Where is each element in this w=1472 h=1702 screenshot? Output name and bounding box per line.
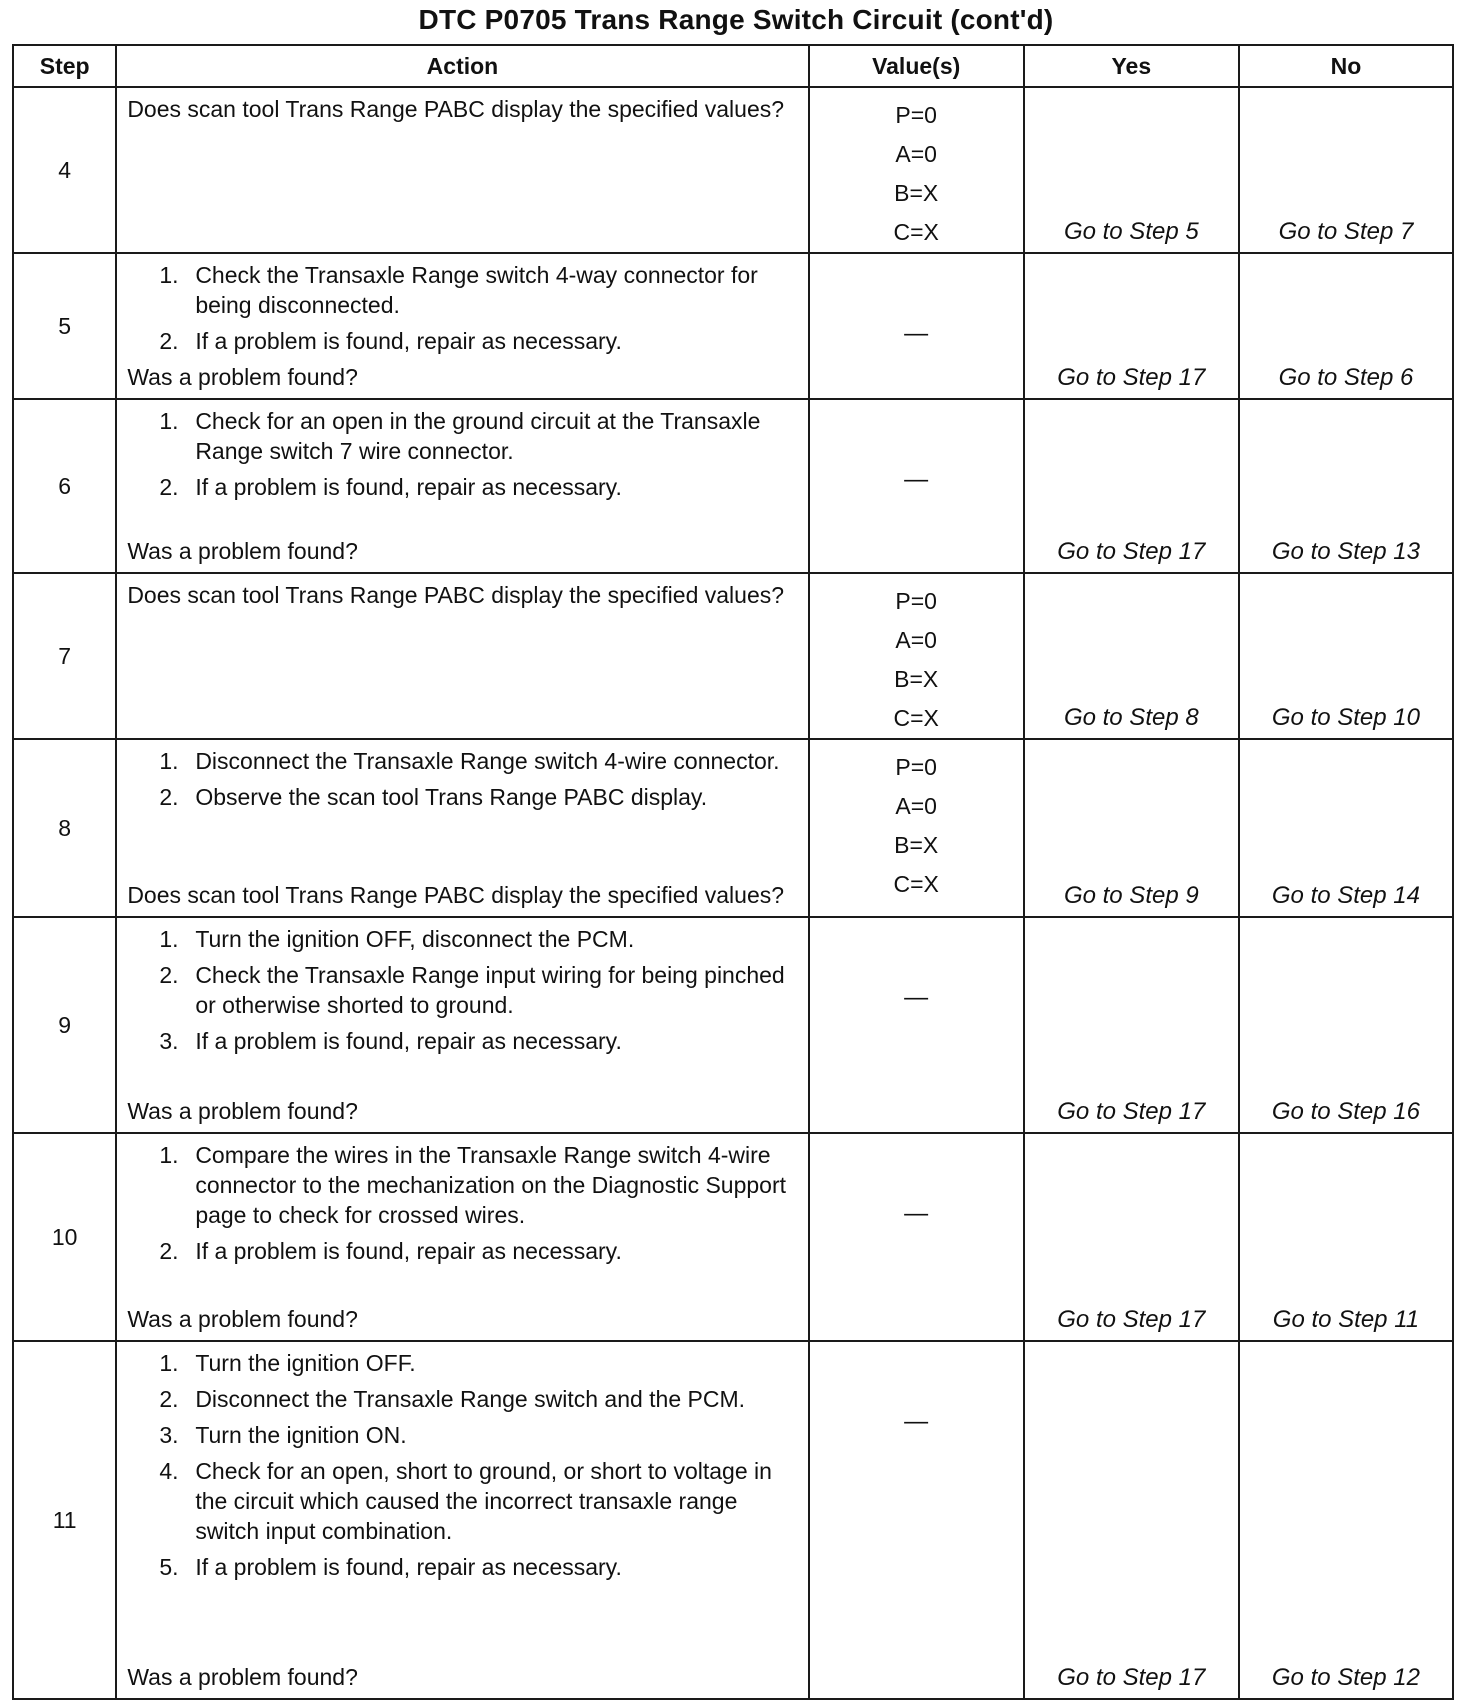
action-spacer [127, 1062, 799, 1096]
no-goto: Go to Step 16 [1239, 917, 1453, 1133]
value-entry: — [904, 984, 929, 1011]
action-question: Was a problem found? [127, 1306, 358, 1332]
action-spacer [127, 1272, 799, 1304]
action-content [127, 924, 799, 1126]
action-content [127, 1348, 799, 1692]
action-step-text: If a problem is found, repair as necessary. [195, 1238, 622, 1264]
values-cell [809, 87, 1024, 253]
action-step-number: 2. [159, 1238, 179, 1264]
diagnostic-table [12, 44, 1454, 1700]
value-entry: — [904, 1200, 929, 1227]
action-step-number: 1. [159, 1350, 179, 1376]
yes-goto: Go to Step 17 [1024, 399, 1239, 573]
header-yes: Yes [1024, 45, 1239, 87]
action-cell [116, 399, 808, 573]
action-step-item [159, 1026, 799, 1056]
action-step-item [159, 1456, 799, 1546]
action-step-text: If a problem is found, repair as necessary. [195, 328, 622, 354]
yes-goto: Go to Step 17 [1024, 1133, 1239, 1341]
action-step-number: 4. [159, 1458, 179, 1484]
value-entry: P=0 [895, 588, 937, 614]
table-row [13, 573, 1453, 739]
value-entry: — [904, 466, 929, 493]
action-question: Was a problem found? [127, 1664, 358, 1690]
action-cell [116, 1133, 808, 1341]
value-entry: A=0 [895, 141, 937, 167]
table-row [13, 87, 1453, 253]
action-cell [116, 253, 808, 399]
action-spacer [127, 818, 799, 880]
no-goto: Go to Step 12 [1239, 1341, 1453, 1699]
value-entry: C=X [893, 705, 939, 731]
action-cell [116, 87, 808, 253]
yes-goto: Go to Step 17 [1024, 917, 1239, 1133]
value-entry: B=X [894, 832, 939, 858]
step-number: 8 [13, 739, 116, 917]
action-content [127, 1140, 799, 1334]
action-step-number: 2. [159, 474, 179, 500]
action-step-item [159, 1420, 799, 1450]
action-question: Was a problem found? [127, 364, 358, 390]
action-step-number: 2. [159, 962, 179, 988]
action-spacer [127, 610, 799, 732]
values-cell [809, 573, 1024, 739]
action-step-text: Turn the ignition OFF, disconnect the PCM. [195, 926, 635, 952]
action-question: Was a problem found? [127, 538, 358, 564]
action-step-item [159, 326, 799, 356]
action-spacer [127, 124, 799, 246]
value-entry: A=0 [895, 627, 937, 653]
action-step-text: Turn the ignition ON. [195, 1422, 407, 1448]
table-row [13, 399, 1453, 573]
value-entry: A=0 [895, 793, 937, 819]
action-step-item [159, 260, 799, 320]
action-cell [116, 739, 808, 917]
action-step-item [159, 1140, 799, 1230]
values-cell [809, 1133, 1024, 1341]
no-goto: Go to Step 13 [1239, 399, 1453, 573]
action-step-item [159, 472, 799, 502]
action-step-item [159, 406, 799, 466]
action-step-number: 1. [159, 1142, 179, 1168]
values-cell [809, 739, 1024, 917]
value-entry: C=X [893, 871, 939, 897]
action-cell [116, 573, 808, 739]
header-step: Step [13, 45, 116, 87]
action-step-number: 5. [159, 1554, 179, 1580]
step-number: 6 [13, 399, 116, 573]
table-header-row [13, 45, 1453, 87]
action-step-number: 1. [159, 748, 179, 774]
action-question: Does scan tool Trans Range PABC display the specified values? [127, 96, 785, 122]
action-spacer [127, 508, 799, 536]
action-step-text: Observe the scan tool Trans Range PABC display. [195, 784, 708, 810]
action-content [127, 94, 799, 246]
action-cell [116, 917, 808, 1133]
action-step-number: 1. [159, 926, 179, 952]
yes-goto: Go to Step 17 [1024, 1341, 1239, 1699]
step-number: 10 [13, 1133, 116, 1341]
step-number: 11 [13, 1341, 116, 1699]
table-row [13, 1341, 1453, 1699]
action-step-text: Disconnect the Transaxle Range switch and the PCM. [195, 1386, 746, 1412]
action-content [127, 406, 799, 566]
action-step-text: Check for an open in the ground circuit at the Transaxle Range switch 7 wire connector. [195, 408, 761, 464]
action-question: Does scan tool Trans Range PABC display the specified values? [127, 882, 785, 908]
action-step-text: Compare the wires in the Transaxle Range switch 4-wire connector to the mechanization on the Diagnostic Support page to check for crossed wires. [195, 1142, 787, 1228]
no-goto: Go to Step 7 [1239, 87, 1453, 253]
table-row [13, 253, 1453, 399]
table-row [13, 917, 1453, 1133]
value-entry: B=X [894, 666, 939, 692]
action-step-text: Disconnect the Transaxle Range switch 4-wire connector. [195, 748, 780, 774]
yes-goto: Go to Step 8 [1024, 573, 1239, 739]
page-title: DTC P0705 Trans Range Switch Circuit (cont'd) [418, 4, 1054, 35]
action-steps [127, 406, 799, 508]
action-steps [127, 746, 799, 818]
action-step-text: If a problem is found, repair as necessary. [195, 1028, 622, 1054]
action-step-number: 1. [159, 262, 179, 288]
header-values: Value(s) [809, 45, 1024, 87]
table-body [13, 87, 1453, 1699]
value-entry: — [904, 1408, 929, 1435]
action-step-item [159, 1348, 799, 1378]
no-goto: Go to Step 6 [1239, 253, 1453, 399]
yes-goto: Go to Step 9 [1024, 739, 1239, 917]
action-steps [127, 260, 799, 362]
yes-goto: Go to Step 5 [1024, 87, 1239, 253]
step-number: 5 [13, 253, 116, 399]
value-entry: B=X [894, 180, 939, 206]
action-steps [127, 1348, 799, 1588]
values-cell [809, 253, 1024, 399]
value-entry: — [904, 320, 929, 347]
action-step-text: Check the Transaxle Range switch 4-way connector for being disconnected. [195, 262, 758, 318]
action-step-number: 3. [159, 1422, 179, 1448]
value-entry: P=0 [895, 754, 937, 780]
action-step-number: 3. [159, 1028, 179, 1054]
action-step-text: If a problem is found, repair as necessary. [195, 1554, 622, 1580]
action-step-number: 2. [159, 328, 179, 354]
action-step-item [159, 1384, 799, 1414]
action-spacer [127, 1588, 799, 1662]
action-question: Was a problem found? [127, 1098, 358, 1124]
action-step-item [159, 782, 799, 812]
values-cell [809, 917, 1024, 1133]
action-steps [127, 1140, 799, 1272]
no-goto: Go to Step 10 [1239, 573, 1453, 739]
no-goto: Go to Step 14 [1239, 739, 1453, 917]
action-content [127, 580, 799, 732]
action-content [127, 746, 799, 910]
action-cell [116, 1341, 808, 1699]
table-row [13, 1133, 1453, 1341]
action-steps [127, 924, 799, 1062]
values-cell [809, 1341, 1024, 1699]
action-step-number: 2. [159, 784, 179, 810]
yes-goto: Go to Step 17 [1024, 253, 1239, 399]
action-step-text: Check the Transaxle Range input wiring for being pinched or otherwise shorted to ground. [195, 962, 785, 1018]
action-step-text: Check for an open, short to ground, or short to voltage in the circuit which caused the incorrect transaxle range switch input combination. [195, 1458, 772, 1544]
action-step-text: Turn the ignition OFF. [195, 1350, 416, 1376]
table-row [13, 739, 1453, 917]
values-cell [809, 399, 1024, 573]
action-step-item [159, 960, 799, 1020]
step-number: 4 [13, 87, 116, 253]
action-step-item [159, 746, 799, 776]
value-entry: C=X [893, 219, 939, 245]
step-number: 9 [13, 917, 116, 1133]
step-number: 7 [13, 573, 116, 739]
action-step-number: 2. [159, 1386, 179, 1412]
action-content [127, 260, 799, 392]
action-step-number: 1. [159, 408, 179, 434]
action-step-item [159, 1236, 799, 1266]
action-step-item [159, 1552, 799, 1582]
header-no: No [1239, 45, 1453, 87]
value-entry: P=0 [895, 102, 937, 128]
action-question: Does scan tool Trans Range PABC display the specified values? [127, 582, 785, 608]
no-goto: Go to Step 11 [1239, 1133, 1453, 1341]
header-action: Action [116, 45, 808, 87]
action-step-text: If a problem is found, repair as necessary. [195, 474, 622, 500]
action-step-item [159, 924, 799, 954]
